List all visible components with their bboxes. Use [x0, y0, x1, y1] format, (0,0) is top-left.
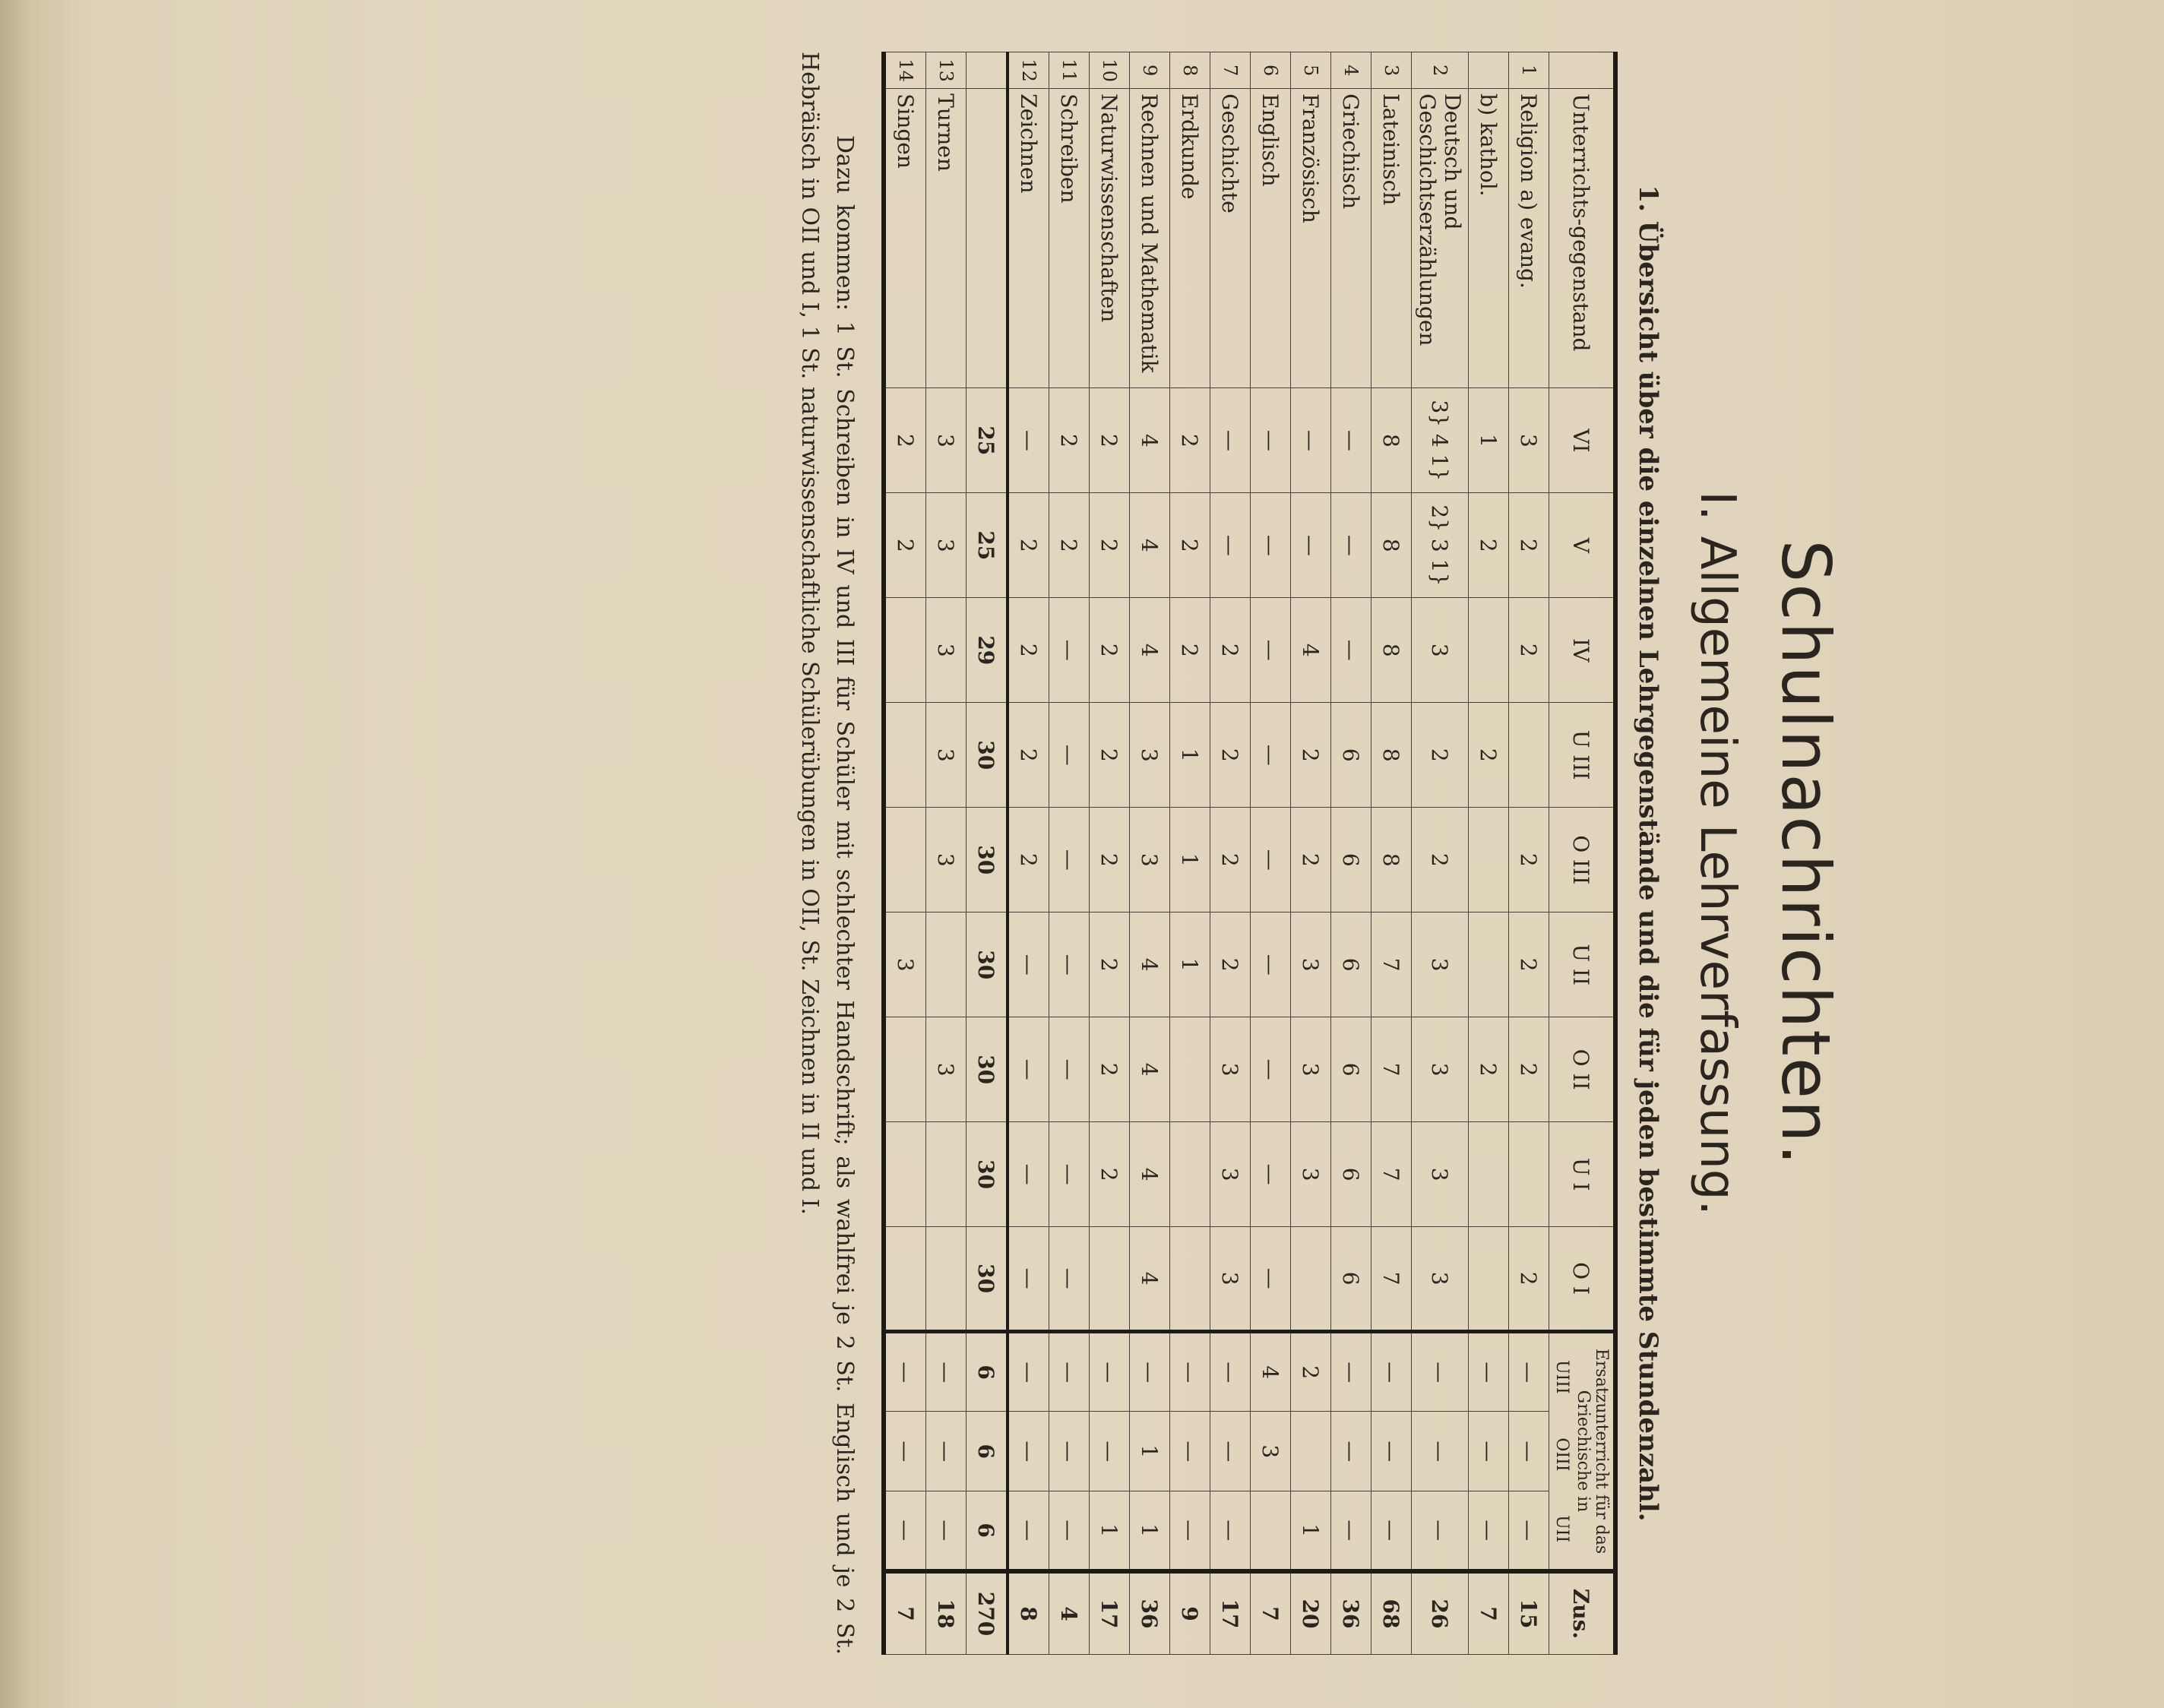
hours-cell: —	[1251, 1017, 1291, 1122]
hours-cell: 2	[1210, 598, 1251, 703]
header-class: O I	[1549, 1227, 1616, 1332]
hours-cell: 4	[1130, 913, 1170, 1017]
hours-cell: 2	[1090, 493, 1130, 598]
hours-cell: 3	[926, 1017, 967, 1122]
hours-cell: 2	[1090, 703, 1130, 808]
ersatz-cell: —	[1049, 1332, 1090, 1412]
ersatz-cell: —	[1412, 1332, 1469, 1412]
ersatz-cell: —	[1008, 1412, 1049, 1491]
hours-cell: 3	[926, 388, 967, 493]
hours-cell	[1170, 1017, 1210, 1122]
hours-cell	[884, 1122, 926, 1227]
table-row	[1412, 52, 1469, 1655]
ersatz-cell	[1251, 1491, 1291, 1571]
ersatz-cell: —	[1509, 1491, 1549, 1571]
hours-cell: —	[1251, 388, 1291, 493]
hours-cell: 2	[1049, 388, 1090, 493]
ersatz-cell: 1	[1130, 1412, 1170, 1491]
hours-cell: 2	[1008, 493, 1049, 598]
hours-cell	[884, 703, 926, 808]
hours-cell: 8	[1371, 493, 1412, 598]
row-total: 4	[1049, 1571, 1090, 1655]
hours-cell: 3	[1412, 913, 1469, 1017]
hours-cell: 2	[1509, 493, 1549, 598]
row-subject: Lateinisch	[1371, 89, 1412, 388]
row-total: 9	[1170, 1571, 1210, 1655]
header-ersatz-title: Ersatzunterricht für das Griechische in	[1574, 1348, 1611, 1555]
hours-cell: 1	[1170, 808, 1210, 913]
hours-cell: —	[1049, 808, 1090, 913]
row-subject: Zeichnen	[1008, 89, 1049, 388]
row-total: 8	[1008, 1571, 1049, 1655]
hours-cell: 4	[1130, 1227, 1170, 1332]
ersatz-cell: —	[1049, 1412, 1090, 1491]
table-row	[1509, 52, 1549, 1655]
hours-cell: —	[1049, 1122, 1090, 1227]
row-number	[967, 52, 1008, 89]
ersatz-cell: —	[1130, 1332, 1170, 1412]
ersatz-cell: —	[1412, 1491, 1469, 1571]
hours-cell: —	[1251, 493, 1291, 598]
hours-cell: —	[1251, 913, 1291, 1017]
table-row	[1170, 52, 1210, 1655]
hours-cell	[884, 598, 926, 703]
hours-cell: 4	[1130, 598, 1170, 703]
row-number: 9	[1130, 52, 1170, 89]
hours-cell	[1170, 1122, 1210, 1227]
hours-cell: 2	[1090, 388, 1130, 493]
table-row	[926, 52, 967, 1655]
ersatz-cell: —	[926, 1491, 967, 1571]
hours-cell	[1090, 1227, 1130, 1332]
table-row	[1090, 52, 1130, 1655]
row-total: 270	[967, 1571, 1008, 1655]
hours-cell: 3	[884, 913, 926, 1017]
hours-cell: 2	[1090, 913, 1130, 1017]
header-class: O II	[1549, 1017, 1616, 1122]
table-body	[884, 52, 1549, 1655]
row-total: 20	[1291, 1571, 1331, 1655]
page-title: Schulnachrichten.	[1767, 539, 1845, 1167]
ersatz-cell: —	[1331, 1491, 1371, 1571]
hours-cell: 8	[1371, 388, 1412, 493]
hours-cell: 3	[1291, 1017, 1331, 1122]
hours-cell: 2	[1509, 913, 1549, 1017]
row-total: 7	[1251, 1571, 1291, 1655]
row-number: 11	[1049, 52, 1090, 89]
ersatz-cell: —	[1469, 1491, 1509, 1571]
hours-cell: 8	[1371, 703, 1412, 808]
hours-cell: 3	[1130, 703, 1170, 808]
ersatz-cell: 3	[1251, 1412, 1291, 1491]
hours-cell: 2	[1412, 808, 1469, 913]
hours-cell: 2	[1090, 1122, 1130, 1227]
hours-cell: 3	[1130, 808, 1170, 913]
hours-cell: 4	[1130, 1017, 1170, 1122]
ersatz-cell: —	[884, 1491, 926, 1571]
hours-cell: 30	[967, 808, 1008, 913]
hours-cell: 3	[926, 703, 967, 808]
header-class: VI	[1549, 388, 1616, 493]
hours-cell: 6	[1331, 1227, 1371, 1332]
row-total: 36	[1331, 1571, 1371, 1655]
hours-table	[881, 52, 1618, 1655]
ersatz-cell: —	[1210, 1412, 1251, 1491]
hours-cell: 2	[1090, 1017, 1130, 1122]
hours-cell: 2	[1509, 598, 1549, 703]
footnote: Dazu kommen: 1 St. Schreiben in IV und III für Schüler mit schlechter Handschrift; als wahlfrei je 2 St. Englisch und je 2 St. Hebräisch in OII und I, 1 St. naturwissenschaftliche Schülerübungen in OII, St. Zeichnen in II und I.	[796, 52, 858, 1655]
hours-cell: 3	[1412, 1017, 1469, 1122]
row-total: 18	[926, 1571, 967, 1655]
hours-cell: 3	[1291, 1122, 1331, 1227]
ersatz-cell: 2	[1291, 1332, 1331, 1412]
row-total: 68	[1371, 1571, 1412, 1655]
table-row	[1331, 52, 1371, 1655]
hours-cell: 6	[1331, 808, 1371, 913]
hours-cell: 8	[1371, 808, 1412, 913]
header-class: IV	[1549, 598, 1616, 703]
header-class: V	[1549, 493, 1616, 598]
row-number: 12	[1008, 52, 1049, 89]
row-number: 1	[1509, 52, 1549, 89]
ersatz-cell: —	[884, 1332, 926, 1412]
hours-cell: 25	[967, 493, 1008, 598]
row-subject: Religion a) evang.	[1509, 89, 1549, 388]
hours-cell: 2	[1210, 703, 1251, 808]
hours-cell	[1469, 913, 1509, 1017]
hours-cell: 7	[1371, 1122, 1412, 1227]
hours-cell: 3} 4 1}	[1412, 388, 1469, 493]
hours-cell: 2	[1469, 493, 1509, 598]
section-heading: I. Allgemeine Lehrverfassung.	[1689, 491, 1745, 1216]
ersatz-cell: —	[1090, 1412, 1130, 1491]
hours-cell: 6	[1331, 703, 1371, 808]
hours-cell: —	[1251, 808, 1291, 913]
hours-cell: —	[1291, 388, 1331, 493]
row-number: 10	[1090, 52, 1130, 89]
table-row	[1008, 52, 1049, 1655]
hours-cell: —	[1049, 1227, 1090, 1332]
ersatz-cell: —	[1170, 1332, 1210, 1412]
ersatz-cell: —	[1371, 1491, 1412, 1571]
ersatz-cell: —	[1210, 1332, 1251, 1412]
hours-cell	[1291, 1227, 1331, 1332]
row-subject: Turnen	[926, 89, 967, 388]
hours-cell: 6	[1331, 1017, 1371, 1122]
row-number: 13	[926, 52, 967, 89]
ersatz-cell: —	[1469, 1332, 1509, 1412]
row-number: 6	[1251, 52, 1291, 89]
row-number: 7	[1210, 52, 1251, 89]
ersatz-cell: —	[1170, 1491, 1210, 1571]
hours-cell: 2	[1509, 1227, 1549, 1332]
row-total: 7	[884, 1571, 926, 1655]
header-class: O III	[1549, 808, 1616, 913]
hours-cell: —	[1008, 1122, 1049, 1227]
hours-cell: 29	[967, 598, 1008, 703]
ersatz-cell: —	[1210, 1491, 1251, 1571]
hours-cell	[1469, 808, 1509, 913]
row-total: 26	[1412, 1571, 1469, 1655]
hours-cell: —	[1008, 913, 1049, 1017]
hours-cell: 2	[1090, 808, 1130, 913]
hours-cell: 3	[1412, 1122, 1469, 1227]
hours-cell	[1469, 598, 1509, 703]
table-caption: 1. Übersicht über die einzelnen Lehrgegenstände und die für jeden bestimmte Stundenzahl.	[1633, 185, 1663, 1522]
hours-cell: 2	[1008, 808, 1049, 913]
hours-cell: —	[1049, 598, 1090, 703]
hours-cell: 2	[1090, 598, 1130, 703]
ersatz-cell: —	[1371, 1412, 1412, 1491]
row-subject: Geschichte	[1210, 89, 1251, 388]
hours-cell	[1170, 1227, 1210, 1332]
row-subject: Deutsch und Geschichtserzählungen	[1412, 89, 1469, 388]
hours-cell: 6	[1331, 913, 1371, 1017]
hours-cell	[1469, 1122, 1509, 1227]
row-total: 36	[1130, 1571, 1170, 1655]
hours-cell	[926, 1122, 967, 1227]
row-number: 2	[1412, 52, 1469, 89]
ersatz-cell: 4	[1251, 1332, 1291, 1412]
hours-cell	[926, 1227, 967, 1332]
ersatz-cell: —	[1331, 1412, 1371, 1491]
hours-cell: 2	[1008, 703, 1049, 808]
hours-cell: 2	[1008, 598, 1049, 703]
hours-cell: —	[1210, 493, 1251, 598]
hours-cell	[926, 913, 967, 1017]
hours-cell: —	[1049, 1017, 1090, 1122]
ersatz-cell: 1	[1291, 1491, 1331, 1571]
header-ersatz-class: OIII	[1552, 1438, 1571, 1472]
hours-cell: 3	[1210, 1227, 1251, 1332]
header-ersatz-classes	[1552, 1338, 1571, 1564]
hours-cell: 2} 3 1}	[1412, 493, 1469, 598]
ersatz-cell: —	[1509, 1412, 1549, 1491]
hours-cell: —	[1008, 1017, 1049, 1122]
hours-cell: —	[1049, 913, 1090, 1017]
header-ersatz	[1549, 1332, 1616, 1571]
hours-cell: 2	[1210, 913, 1251, 1017]
header-ersatz-class: UIII	[1552, 1359, 1571, 1394]
hours-cell: 2	[1170, 493, 1210, 598]
hours-cell: 2	[1291, 808, 1331, 913]
ersatz-cell: —	[1008, 1491, 1049, 1571]
hours-cell: 3	[1412, 1227, 1469, 1332]
hours-cell: 3	[1291, 913, 1331, 1017]
table-header-row	[1549, 52, 1616, 1655]
table-row	[1130, 52, 1170, 1655]
ersatz-cell: —	[926, 1412, 967, 1491]
hours-cell: 2	[1170, 598, 1210, 703]
hours-cell: 30	[967, 1227, 1008, 1332]
row-number: 5	[1291, 52, 1331, 89]
table-row	[1049, 52, 1090, 1655]
hours-cell: —	[1008, 1227, 1049, 1332]
row-number	[1469, 52, 1509, 89]
hours-cell: 30	[967, 913, 1008, 1017]
hours-cell: 7	[1371, 913, 1412, 1017]
row-subject: Schreiben	[1049, 89, 1090, 388]
hours-cell: 4	[1130, 493, 1170, 598]
hours-cell: 3	[926, 598, 967, 703]
row-total: 17	[1210, 1571, 1251, 1655]
ersatz-cell: —	[1412, 1412, 1469, 1491]
hours-cell: 30	[967, 1122, 1008, 1227]
ersatz-cell	[1291, 1412, 1331, 1491]
row-subject: b) kathol.	[1469, 89, 1509, 388]
ersatz-cell: —	[1331, 1332, 1371, 1412]
hours-cell	[1469, 1227, 1509, 1332]
hours-cell: 2	[1170, 388, 1210, 493]
row-number: 3	[1371, 52, 1412, 89]
hours-cell	[1509, 1122, 1549, 1227]
ersatz-cell: 6	[967, 1491, 1008, 1571]
table-row	[1251, 52, 1291, 1655]
hours-cell: 2	[1469, 1017, 1509, 1122]
table-row	[884, 52, 926, 1655]
hours-cell: 2	[1469, 703, 1509, 808]
ersatz-cell: —	[1049, 1491, 1090, 1571]
row-number: 8	[1170, 52, 1210, 89]
row-number: 14	[884, 52, 926, 89]
header-class: U II	[1549, 913, 1616, 1017]
hours-cell: —	[1210, 388, 1251, 493]
ersatz-cell: 1	[1090, 1491, 1130, 1571]
header-subject: Unterrichts-gegenstand	[1549, 89, 1616, 388]
hours-cell: 3	[926, 493, 967, 598]
hours-cell: 2	[1291, 703, 1331, 808]
row-subject: Englisch	[1251, 89, 1291, 388]
row-subject: Naturwissenschaften	[1090, 89, 1130, 388]
hours-cell: —	[1049, 703, 1090, 808]
table-row	[1291, 52, 1331, 1655]
ersatz-cell: 6	[967, 1412, 1008, 1491]
hours-cell: 7	[1371, 1227, 1412, 1332]
hours-cell: 25	[967, 388, 1008, 493]
hours-cell: 1	[1469, 388, 1509, 493]
hours-cell: 1	[1170, 913, 1210, 1017]
hours-cell: 4	[1291, 598, 1331, 703]
hours-cell: 2	[1509, 808, 1549, 913]
hours-cell: 2	[1049, 493, 1090, 598]
hours-cell: 2	[884, 493, 926, 598]
hours-cell: 3	[1509, 388, 1549, 493]
ersatz-cell: —	[1090, 1332, 1130, 1412]
hours-cell: 30	[967, 703, 1008, 808]
header-class: U I	[1549, 1122, 1616, 1227]
hours-cell: 3	[926, 808, 967, 913]
ersatz-cell: —	[1371, 1332, 1412, 1412]
ersatz-cell: —	[884, 1412, 926, 1491]
hours-cell	[1509, 703, 1549, 808]
ersatz-cell: 1	[1130, 1491, 1170, 1571]
hours-cell: 6	[1331, 1122, 1371, 1227]
hours-cell	[884, 1227, 926, 1332]
ersatz-cell: 6	[967, 1332, 1008, 1412]
table-row	[1469, 52, 1509, 1655]
hours-cell: —	[1251, 598, 1291, 703]
row-subject: Rechnen und Mathematik	[1130, 89, 1170, 388]
ersatz-cell: —	[1509, 1332, 1549, 1412]
hours-cell: 3	[1210, 1122, 1251, 1227]
hours-cell: 2	[1412, 703, 1469, 808]
hours-cell: 4	[1130, 388, 1170, 493]
header-number	[1549, 52, 1616, 89]
hours-cell: 2	[884, 388, 926, 493]
hours-cell: —	[1331, 493, 1371, 598]
hours-cell: 4	[1130, 1122, 1170, 1227]
header-total: Zus.	[1549, 1571, 1616, 1655]
header-ersatz-class: UII	[1552, 1515, 1571, 1543]
hours-cell: 30	[967, 1017, 1008, 1122]
row-total: 15	[1509, 1571, 1549, 1655]
ersatz-cell: —	[1170, 1412, 1210, 1491]
table-row	[967, 52, 1008, 1655]
hours-cell: —	[1251, 1227, 1291, 1332]
header-class: U III	[1549, 703, 1616, 808]
hours-cell: 7	[1371, 1017, 1412, 1122]
row-subject: Erdkunde	[1170, 89, 1210, 388]
row-subject: Französisch	[1291, 89, 1331, 388]
hours-cell: —	[1331, 388, 1371, 493]
ersatz-cell: —	[1008, 1332, 1049, 1412]
row-subject: Griechisch	[1331, 89, 1371, 388]
hours-cell: 2	[1210, 808, 1251, 913]
table-row	[1371, 52, 1412, 1655]
hours-cell: 1	[1170, 703, 1210, 808]
ersatz-cell: —	[926, 1332, 967, 1412]
hours-cell: —	[1008, 388, 1049, 493]
row-subject	[967, 89, 1008, 388]
table-row	[1210, 52, 1251, 1655]
hours-cell: 3	[1210, 1017, 1251, 1122]
row-subject: Singen	[884, 89, 926, 388]
hours-cell	[884, 808, 926, 913]
hours-cell: —	[1251, 1122, 1291, 1227]
ersatz-cell: —	[1469, 1412, 1509, 1491]
hours-cell: —	[1251, 703, 1291, 808]
row-total: 17	[1090, 1571, 1130, 1655]
row-number: 4	[1331, 52, 1371, 89]
hours-cell: —	[1331, 598, 1371, 703]
hours-cell: 2	[1509, 1017, 1549, 1122]
hours-cell: 3	[1412, 598, 1469, 703]
hours-cell	[884, 1017, 926, 1122]
hours-cell: 8	[1371, 598, 1412, 703]
hours-cell: —	[1291, 493, 1331, 598]
row-total: 7	[1469, 1571, 1509, 1655]
page-content	[769, 52, 1845, 1655]
